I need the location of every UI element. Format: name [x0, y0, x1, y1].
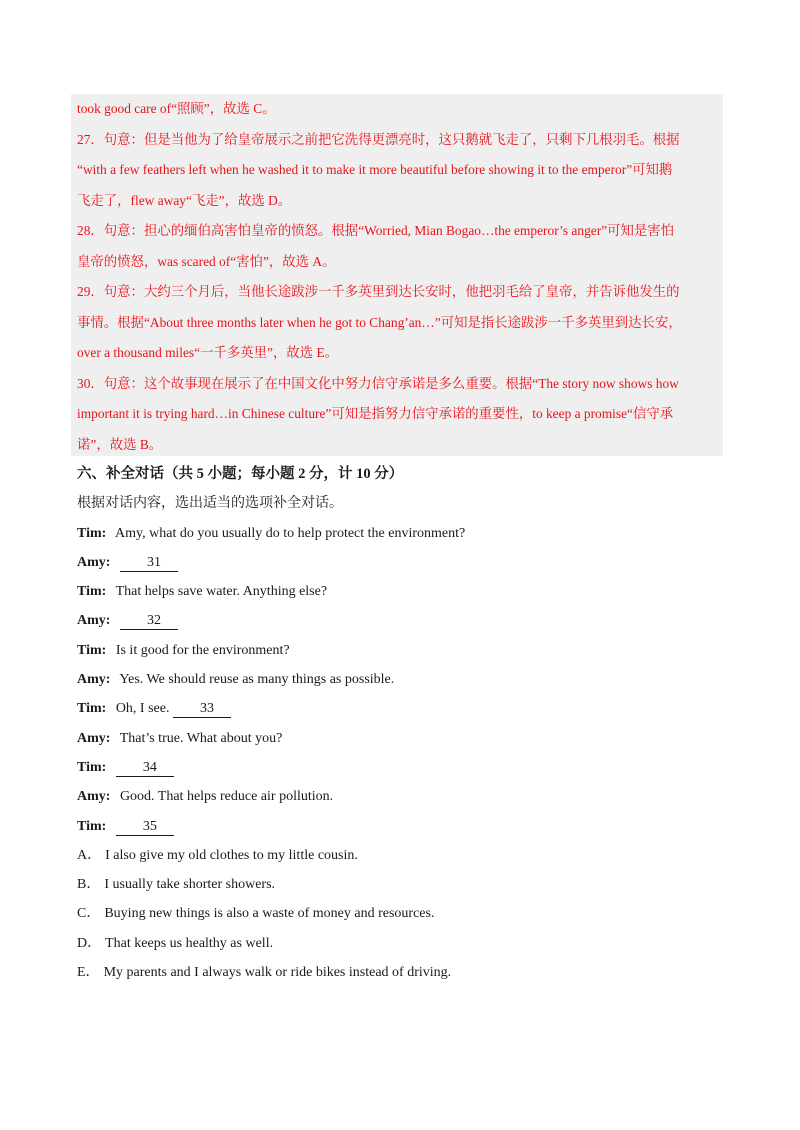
dialogue-line — [77, 782, 727, 811]
dialogue-line — [77, 753, 727, 782]
speaker: Amy: — [77, 730, 111, 746]
speaker: Tim: — [77, 584, 107, 600]
answer-line: 事情。根据“About three months later when he got to Chang’an…”可知是指长途跋涉一千多英里到达长安， — [77, 314, 682, 330]
option-text: Buying new things is also a waste of money and resources. — [104, 906, 435, 922]
dialogue-line — [77, 519, 727, 548]
speaker: Tim: — [77, 759, 107, 775]
dialogue-text: Good. That helps reduce air pollution. — [119, 789, 334, 805]
option-e — [77, 958, 727, 987]
option-text: That keeps us healthy as well. — [105, 935, 274, 951]
option-a — [77, 841, 727, 870]
dialogue-line — [77, 665, 727, 694]
answer-blank[interactable]: 31 — [120, 555, 178, 572]
dialogue-line — [77, 636, 727, 665]
speaker: Tim: — [77, 642, 107, 658]
option-b — [77, 870, 727, 899]
speaker: Tim: — [77, 525, 107, 541]
speaker: Amy: — [77, 672, 111, 688]
option-letter: B． — [77, 877, 101, 893]
dialogue-text: Oh, I see. — [115, 701, 170, 717]
speaker: Tim: — [77, 818, 107, 834]
dialogue-text: Is it good for the environment? — [115, 642, 290, 658]
answer-line: over a thousand miles“一千多英里”，故选 E。 — [77, 345, 339, 360]
speaker: Tim: — [77, 701, 107, 717]
dialogue-line — [77, 577, 727, 606]
option-c — [77, 899, 727, 928]
answer-line: 飞走了，flew away“飞走”，故选 D。 — [77, 192, 292, 208]
answer-blank[interactable]: 32 — [120, 613, 178, 630]
option-letter: A． — [77, 847, 102, 863]
answer-line: took good care of“照顾”，故选 C。 — [77, 101, 276, 116]
section-instruction: 根据对话内容，选出适当的选项补全对话。 — [77, 496, 343, 512]
option-d — [77, 929, 727, 958]
answer-blank[interactable]: 35 — [116, 819, 174, 836]
dialogue-line — [77, 812, 727, 841]
answer-line: 27．句意：但是当他为了给皇帝展示之前把它洗得更漂亮时，这只鹅就飞走了，只剩下几根羽毛。根据 — [77, 131, 680, 147]
dialogue-line — [77, 724, 727, 753]
option-letter: D． — [77, 935, 102, 951]
answer-blank[interactable]: 33 — [173, 701, 231, 718]
answer-line: important it is trying hard…in Chinese culture”可知是指努力信守承诺的重要性，to keep a promise“信守承 — [77, 406, 674, 421]
dialogue-text: Yes. We should reuse as many things as possible. — [119, 672, 395, 688]
answer-blank[interactable]: 34 — [116, 760, 174, 777]
answer-line: 皇帝的愤怒，was scared of“害怕”，故选 A。 — [77, 253, 336, 269]
speaker: Amy: — [77, 613, 111, 629]
dialogue-section — [77, 460, 727, 987]
option-letter: C． — [77, 906, 101, 922]
dialogue-line — [77, 548, 727, 577]
speaker: Amy: — [77, 789, 111, 805]
option-text: I usually take shorter showers. — [104, 877, 276, 893]
answer-explanation-box — [71, 94, 723, 456]
option-text: I also give my old clothes to my little cousin. — [105, 847, 358, 863]
answer-line: “with a few feathers left when he washed it to make it more beautiful before showing it to the emperor”可知鹅 — [77, 162, 673, 177]
dialogue-line — [77, 694, 727, 723]
section-title: 六、补全对话（共 5 小题；每小题 2 分，计 10 分） — [77, 466, 404, 482]
dialogue-text: That’s true. What about you? — [119, 730, 283, 746]
answer-line: 诺”，故选 B。 — [77, 436, 163, 452]
dialogue-text: That helps save water. Anything else? — [115, 584, 328, 600]
dialogue-line — [77, 606, 727, 635]
answer-line: 28．句意：担心的缅伯高害怕皇帝的愤怒。根据“Worried, Mian Bogao…the emperor’s anger”可知是害怕 — [77, 223, 675, 238]
answer-line: 30．句意：这个故事现在展示了在中国文化中努力信守承诺是多么重要。根据“The story now shows how — [77, 375, 679, 391]
option-letter: E． — [77, 965, 100, 981]
dialogue-text: Amy, what do you usually do to help protect the environment? — [115, 525, 466, 541]
answer-line: 29．句意：大约三个月后，当他长途跋涉一千多英里到达长安时，他把羽毛给了皇帝，并告诉他发生的 — [77, 284, 680, 299]
option-text: My parents and I always walk or ride bikes instead of driving. — [103, 965, 452, 981]
speaker: Amy: — [77, 554, 111, 570]
